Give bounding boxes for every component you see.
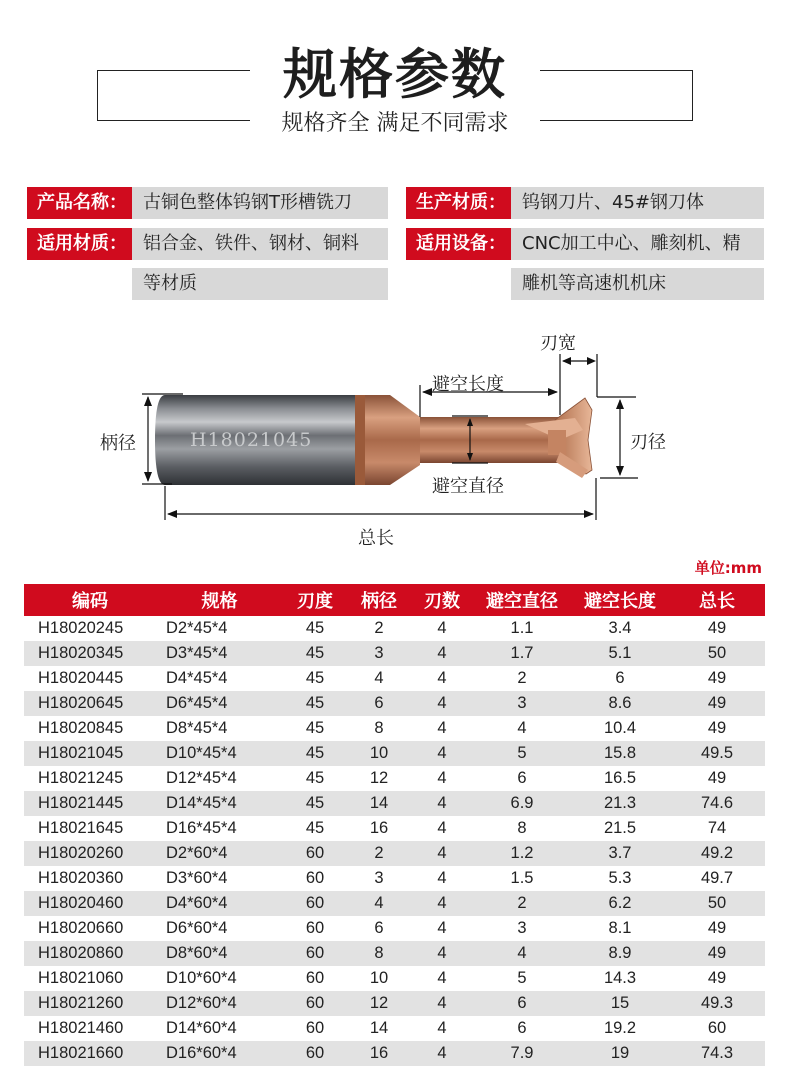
page-title: 规格参数	[283, 43, 507, 106]
spec-cell: D12*45*4	[166, 769, 237, 787]
neck-length-cell: 8.6	[571, 691, 669, 716]
code-cell: H18020360	[38, 869, 124, 887]
flutes-cell: 4	[411, 641, 473, 666]
code-cell: H18020460	[24, 891, 156, 916]
spec-cell: D3*45*4	[156, 641, 283, 666]
angle-cell: 45	[305, 769, 325, 787]
flutes-cell: 4	[437, 969, 447, 987]
overall-length-cell: 49.2	[669, 841, 765, 866]
blade-diameter-label: 刃径	[630, 432, 666, 453]
table-row	[24, 966, 765, 991]
applicable-material-value-1: 铝合金、铁件、钢材、铜料	[132, 228, 388, 260]
shank-diameter-label: 柄径	[100, 433, 136, 454]
neck-length-cell: 8.1	[608, 919, 632, 937]
shank-diameter-cell: 4	[374, 669, 384, 687]
spec-cell: D2*45*4	[166, 619, 228, 637]
overall-length-cell: 74.6	[669, 791, 765, 816]
flutes-cell: 4	[411, 941, 473, 966]
shank-diameter-cell: 10	[347, 741, 411, 766]
neck-length-cell: 3.7	[571, 841, 669, 866]
shank-diameter-cell: 2	[347, 841, 411, 866]
shank-diameter-cell: 3	[347, 641, 411, 666]
shank-diameter-cell: 12	[347, 991, 411, 1016]
angle-cell: 45	[283, 741, 347, 766]
neck-diameter-cell: 1.1	[510, 619, 534, 637]
code-cell: H18020860	[24, 941, 156, 966]
table-row	[24, 691, 765, 716]
code-cell: H18020445	[38, 669, 124, 687]
angle-cell: 45	[283, 641, 347, 666]
spec-cell: D14*45*4	[156, 791, 283, 816]
angle-cell: 45	[305, 819, 325, 837]
code-cell: H18021245	[38, 769, 124, 787]
angle-cell: 45	[305, 669, 325, 687]
neck-length-cell: 15	[571, 991, 669, 1016]
neck-length-cell: 14.3	[603, 969, 637, 987]
column-header: 避空直径	[473, 584, 571, 616]
angle-cell: 60	[305, 919, 325, 937]
angle-cell: 60	[283, 941, 347, 966]
spec-cell: D12*60*4	[156, 991, 283, 1016]
angle-cell: 60	[305, 969, 325, 987]
overall-length-cell: 49.7	[700, 869, 734, 887]
spec-table	[24, 584, 765, 1066]
blade-width-label: 刃宽	[540, 333, 576, 354]
overall-length-cell: 49	[707, 619, 727, 637]
angle-cell: 45	[283, 791, 347, 816]
code-cell: H18021645	[38, 819, 124, 837]
neck-length-cell: 15.8	[571, 741, 669, 766]
flutes-cell: 4	[437, 769, 447, 787]
neck-length-cell: 19	[571, 1041, 669, 1066]
neck-length-cell: 8.9	[571, 941, 669, 966]
code-cell: H18021045	[24, 741, 156, 766]
production-material-value: 钨钢刀片、45#钢刀体	[511, 187, 764, 219]
neck-length-cell: 19.2	[603, 1019, 637, 1037]
shank-diameter-cell: 10	[369, 969, 389, 987]
overall-length-label: 总长	[358, 528, 394, 549]
neck-diameter-cell: 1.7	[473, 641, 571, 666]
overall-length-cell: 49	[707, 719, 727, 737]
angle-cell: 60	[283, 991, 347, 1016]
angle-cell: 60	[305, 869, 325, 887]
applicable-equipment-value-2: 雕机等高速机机床	[511, 268, 764, 300]
shank-diameter-cell: 8	[347, 941, 411, 966]
applicable-equipment-value-1: CNC加工中心、雕刻机、精	[511, 228, 764, 260]
neck-length-cell: 21.3	[571, 791, 669, 816]
column-header: 刃数	[411, 584, 473, 616]
table-row	[24, 916, 765, 941]
overall-length-cell: 60	[707, 1019, 727, 1037]
column-header: 编码	[24, 584, 156, 616]
shank-diameter-cell: 8	[374, 719, 384, 737]
flutes-cell: 4	[411, 991, 473, 1016]
table-row	[24, 741, 765, 766]
table-row	[24, 991, 765, 1016]
neck-diameter-cell: 2	[473, 891, 571, 916]
angle-cell: 60	[283, 1041, 347, 1066]
code-cell: H18021460	[38, 1019, 124, 1037]
table-row	[24, 1041, 765, 1066]
code-cell: H18020645	[24, 691, 156, 716]
flutes-cell: 4	[437, 719, 447, 737]
flutes-cell: 4	[411, 1041, 473, 1066]
shank-diameter-cell: 16	[369, 819, 389, 837]
neck-diameter-cell: 5	[517, 969, 527, 987]
flutes-cell: 4	[437, 669, 447, 687]
shank-diameter-cell: 16	[347, 1041, 411, 1066]
flutes-cell: 4	[437, 1019, 447, 1037]
angle-cell: 60	[283, 891, 347, 916]
neck-length-cell: 6	[615, 669, 625, 687]
overall-length-cell: 74.3	[669, 1041, 765, 1066]
neck-diameter-cell: 6	[517, 1019, 527, 1037]
neck-length-cell: 21.5	[603, 819, 637, 837]
neck-length-cell: 6.2	[571, 891, 669, 916]
column-header: 避空长度	[571, 584, 669, 616]
code-cell: H18021660	[24, 1041, 156, 1066]
shank-diameter-cell: 2	[374, 619, 384, 637]
neck-diameter-cell: 3	[517, 919, 527, 937]
overall-length-cell: 49	[707, 669, 727, 687]
column-header: 总长	[669, 584, 765, 616]
code-cell: H18020845	[38, 719, 124, 737]
column-header: 规格	[156, 584, 283, 616]
neck-diameter-cell: 6	[517, 769, 527, 787]
angle-cell: 60	[283, 841, 347, 866]
overall-length-cell: 49	[707, 919, 727, 937]
table-row	[24, 841, 765, 866]
neck-diameter-cell: 7.9	[473, 1041, 571, 1066]
spec-cell: D14*60*4	[166, 1019, 237, 1037]
table-row	[24, 816, 765, 841]
overall-length-cell: 74	[707, 819, 727, 837]
shank-diameter-cell: 6	[347, 691, 411, 716]
flutes-cell: 4	[437, 819, 447, 837]
applicable-equipment-label: 适用设备：	[406, 228, 511, 260]
tool-diagram	[0, 320, 790, 560]
spec-cell: D4*60*4	[156, 891, 283, 916]
spec-cell: D10*45*4	[156, 741, 283, 766]
spec-cell: D6*45*4	[156, 691, 283, 716]
spec-cell: D8*45*4	[166, 719, 228, 737]
code-cell: H18020245	[38, 619, 124, 637]
code-cell: H18021260	[24, 991, 156, 1016]
table-row	[24, 891, 765, 916]
product-name-value: 古铜色整体钨钢T形槽铣刀	[132, 187, 388, 219]
angle-cell: 45	[305, 719, 325, 737]
table-row	[24, 766, 765, 791]
neck-diameter-cell: 4	[473, 941, 571, 966]
neck-diameter-cell: 6	[473, 991, 571, 1016]
applicable-material-value-2: 等材质	[132, 268, 388, 300]
neck-diameter-cell: 1.2	[473, 841, 571, 866]
overall-length-cell: 49	[707, 769, 727, 787]
shank-diameter-cell: 4	[347, 891, 411, 916]
neck-diameter-cell: 3	[473, 691, 571, 716]
neck-length-cell: 5.3	[608, 869, 632, 887]
column-header: 刃度	[283, 584, 347, 616]
spec-cell: D16*60*4	[156, 1041, 283, 1066]
overall-length-cell: 50	[669, 891, 765, 916]
neck-diameter-cell: 6.9	[473, 791, 571, 816]
neck-length-cell: 16.5	[603, 769, 637, 787]
column-header: 柄径	[347, 584, 411, 616]
angle-cell: 45	[305, 619, 325, 637]
neck-diameter-label: 避空直径	[432, 476, 504, 497]
spec-cell: D2*60*4	[156, 841, 283, 866]
applicable-material-label: 适用材质：	[27, 228, 132, 260]
table-row	[24, 716, 765, 741]
spec-cell: D8*60*4	[156, 941, 283, 966]
production-material-label: 生产材质：	[406, 187, 511, 219]
spec-cell: D4*45*4	[166, 669, 228, 687]
shank-diameter-cell: 14	[369, 1019, 389, 1037]
angle-cell: 60	[305, 1019, 325, 1037]
code-cell: H18021445	[24, 791, 156, 816]
flutes-cell: 4	[437, 619, 447, 637]
spec-cell: D16*45*4	[166, 819, 237, 837]
spec-cell: D10*60*4	[166, 969, 237, 987]
overall-length-cell: 49	[669, 941, 765, 966]
neck-length-label: 避空长度	[432, 374, 504, 395]
overall-length-cell: 49	[707, 969, 727, 987]
code-cell: H18020660	[38, 919, 124, 937]
table-row	[24, 791, 765, 816]
page-subtitle: 规格齐全 满足不同需求	[281, 111, 509, 136]
table-row	[24, 866, 765, 891]
flutes-cell: 4	[411, 791, 473, 816]
code-cell: H18021060	[38, 969, 124, 987]
shank-diameter-cell: 3	[374, 869, 384, 887]
overall-length-cell: 50	[669, 641, 765, 666]
table-row	[24, 1016, 765, 1041]
overall-length-cell: 49	[669, 691, 765, 716]
flutes-cell: 4	[411, 841, 473, 866]
table-row	[24, 666, 765, 691]
code-cell: H18020345	[24, 641, 156, 666]
shank-diameter-cell: 14	[347, 791, 411, 816]
neck-diameter-cell: 4	[517, 719, 527, 737]
table-row	[24, 941, 765, 966]
spec-cell: D3*60*4	[166, 869, 228, 887]
flutes-cell: 4	[411, 891, 473, 916]
product-name-label: 产品名称：	[27, 187, 132, 219]
overall-length-cell: 49.5	[669, 741, 765, 766]
table-row	[24, 616, 765, 641]
code-cell: H18020260	[24, 841, 156, 866]
overall-length-cell: 49.3	[669, 991, 765, 1016]
table-row	[24, 641, 765, 666]
spec-cell: D6*60*4	[166, 919, 228, 937]
flutes-cell: 4	[411, 741, 473, 766]
shank-diameter-cell: 6	[374, 919, 384, 937]
unit-label: 单位:mm	[694, 559, 762, 577]
flutes-cell: 4	[437, 869, 447, 887]
neck-length-cell: 3.4	[608, 619, 632, 637]
shank-diameter-cell: 12	[369, 769, 389, 787]
neck-diameter-cell: 8	[517, 819, 527, 837]
angle-cell: 45	[283, 691, 347, 716]
neck-diameter-cell: 2	[517, 669, 527, 687]
flutes-cell: 4	[411, 691, 473, 716]
table-header-row	[24, 584, 765, 616]
shank-marking: H18021045	[190, 429, 313, 451]
flutes-cell: 4	[437, 919, 447, 937]
neck-length-cell: 10.4	[603, 719, 637, 737]
neck-diameter-cell: 5	[473, 741, 571, 766]
neck-diameter-cell: 1.5	[510, 869, 534, 887]
neck-length-cell: 5.1	[571, 641, 669, 666]
